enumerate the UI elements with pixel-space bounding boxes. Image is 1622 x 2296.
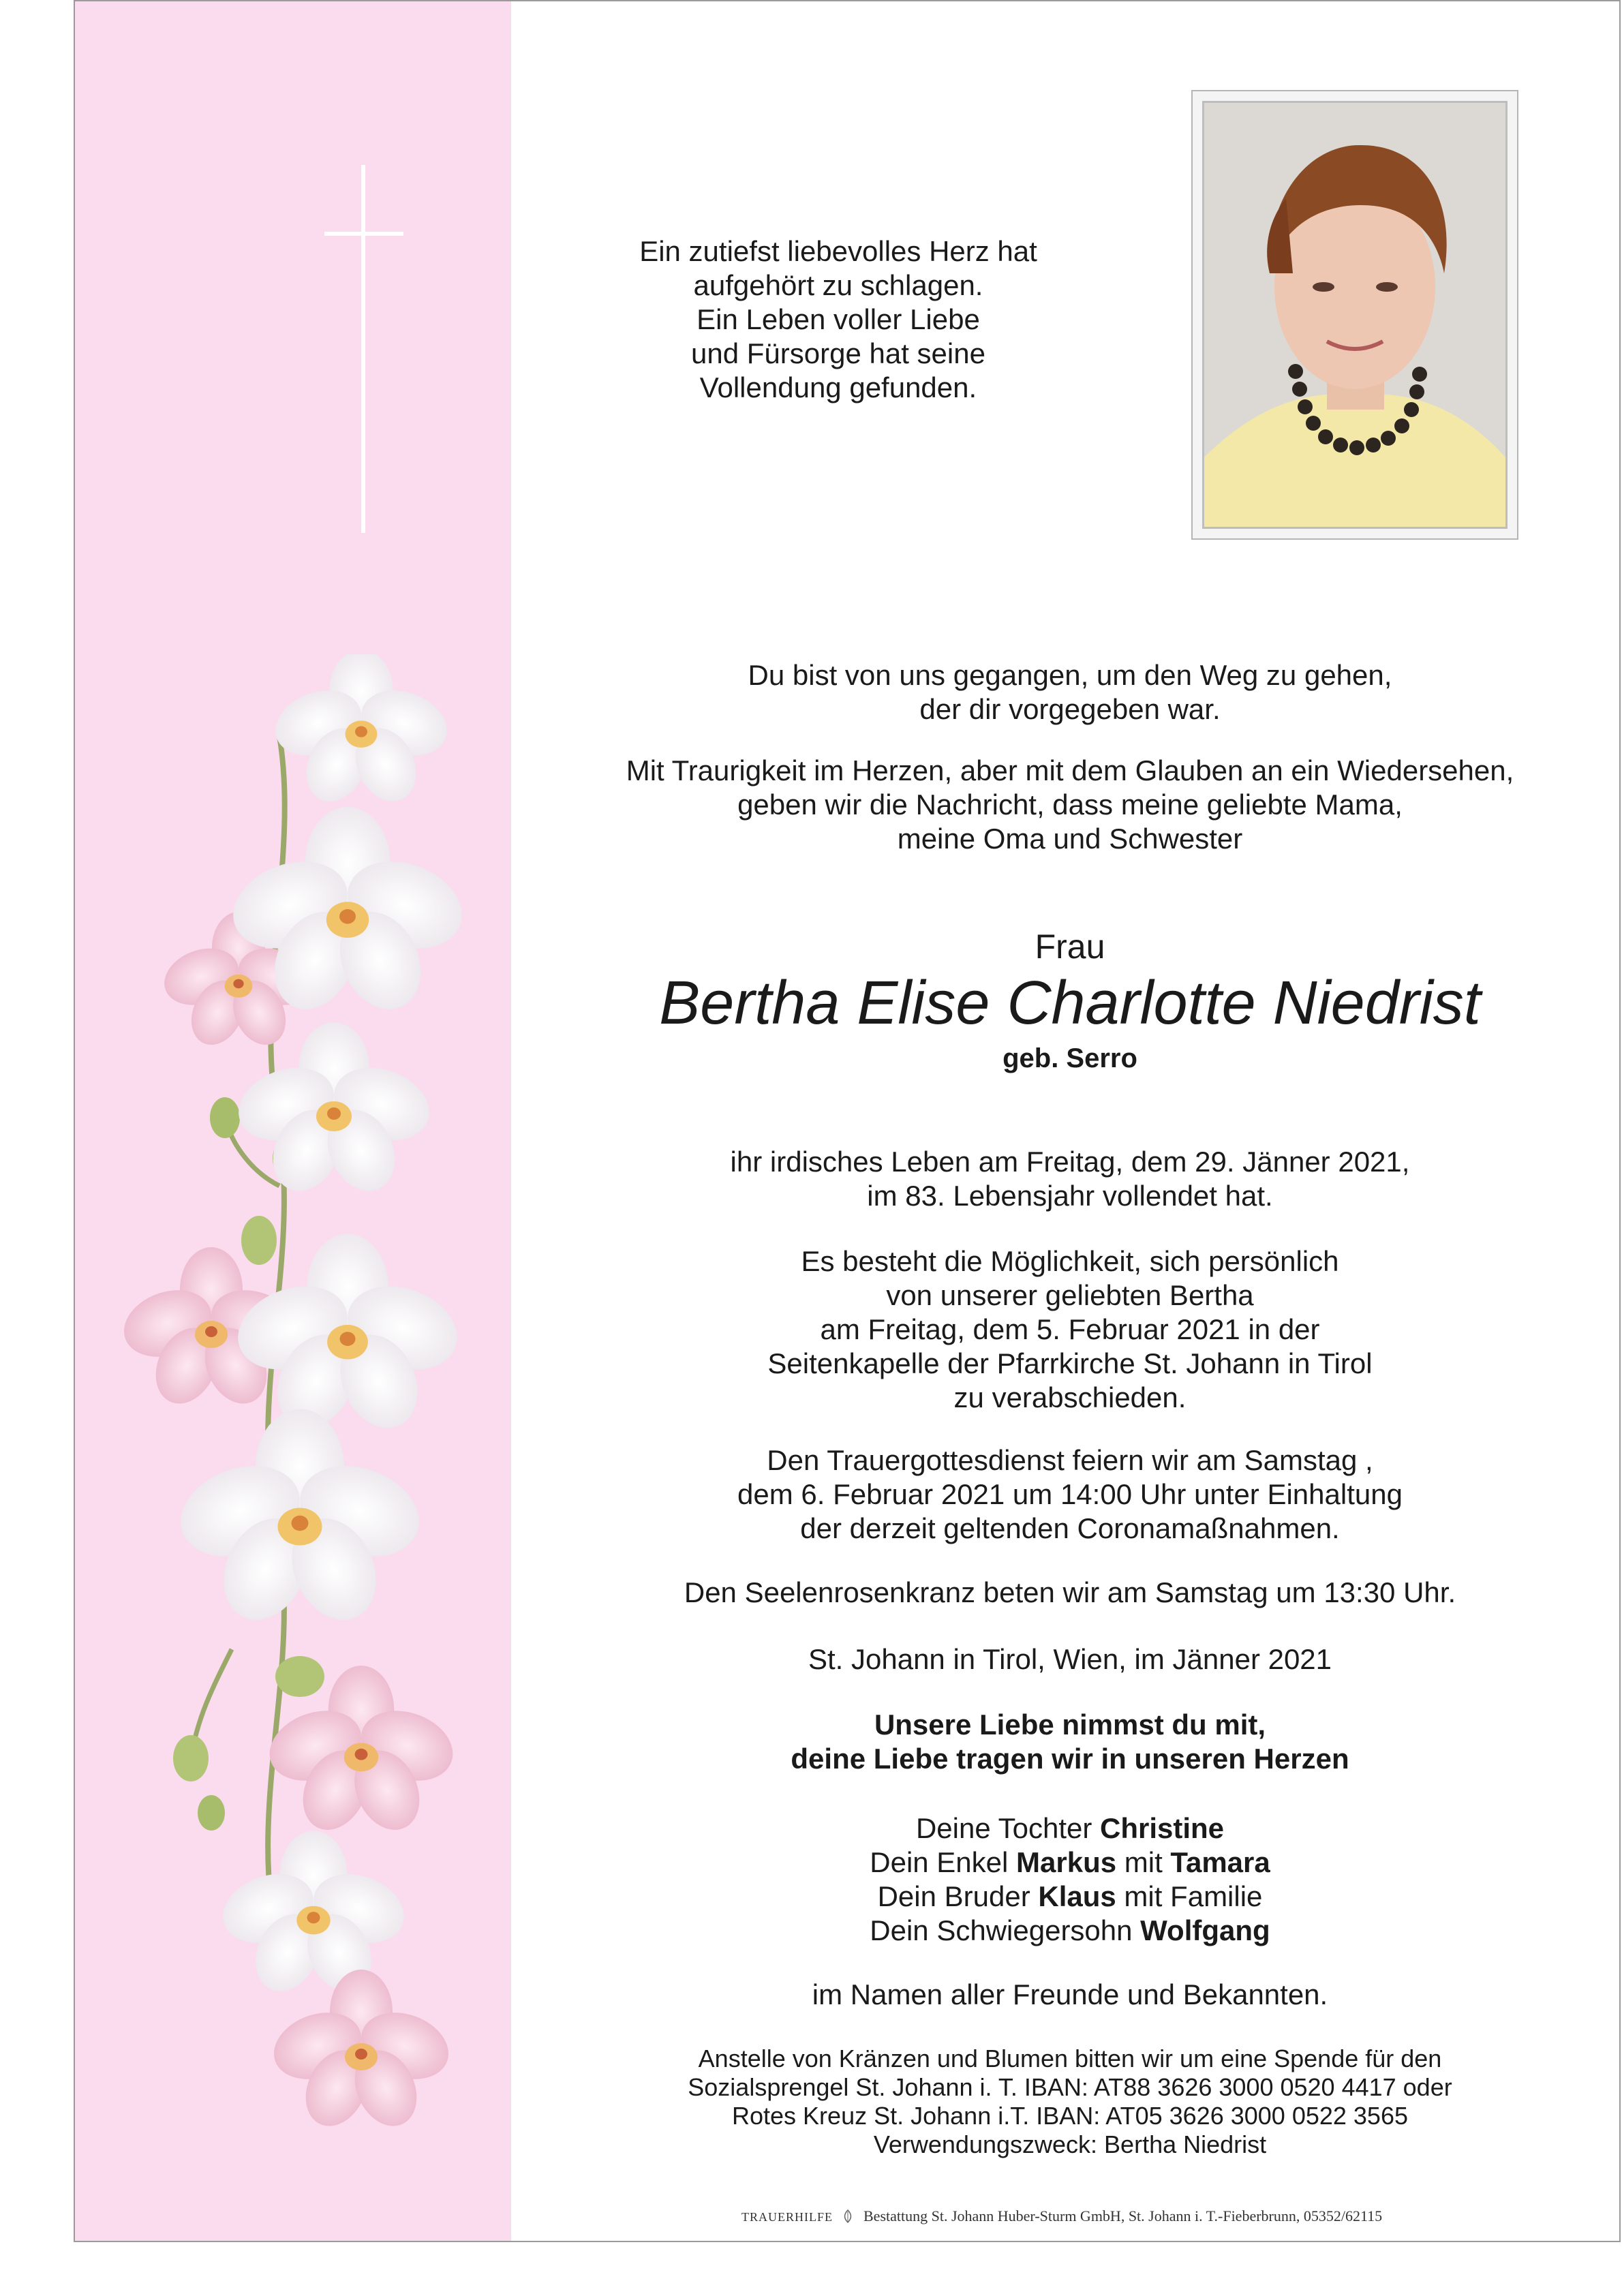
mourners-list [586,1811,1554,1948]
mourner-relation: Dein Enkel [870,1846,1017,1878]
footer-text: Bestattung St. Johann Huber-Sturm GmbH, St. Johann i. T.-Fieberbrunn, 05352/62115 [863,2207,1383,2224]
mourner-connector: mit Familie [1116,1880,1263,1912]
closing-verse-line: Unsere Liebe nimmst du mit, [874,1709,1266,1741]
mourner-relation: Dein Schwiegersohn [870,1914,1141,1946]
donation-line: Sozialsprengel St. Johann i. T. IBAN: AT88 3626 3000 0520 4417 oder [688,2073,1452,2101]
death-date-block [586,1145,1554,1213]
cross-icon-bar [324,232,403,236]
donation-line: Rotes Kreuz St. Johann i.T. IBAN: AT05 3626 3000 0522 3565 [732,2102,1408,2130]
verse-line: Du bist von uns gegangen, um den Weg zu gehen, [748,659,1392,691]
mourner-line [586,1811,1554,1846]
mourner-relation: Deine Tochter [915,1812,1100,1844]
announcement-block [586,754,1554,856]
farewell-line: am Freitag, dem 5. Februar 2021 in der [820,1313,1320,1345]
closing-verse-line: deine Liebe tragen wir in unseren Herzen [791,1743,1349,1775]
announcement-line: meine Oma und Schwester [897,823,1243,855]
announcement-line: geben wir die Nachricht, dass meine geliebte Mama, [737,789,1403,821]
mourner-connector: mit [1116,1846,1171,1878]
closing-verse [586,1708,1554,1776]
mourner-name: Tamara [1170,1846,1270,1878]
donation-line: Anstelle von Kränzen und Blumen bitten wir um eine Spende für den [698,2045,1442,2072]
intro-line: Ein Leben voller Liebe [697,303,980,335]
mourner-name: Klaus [1038,1880,1116,1912]
service-line: dem 6. Februar 2021 um 14:00 Uhr unter Einhaltung [737,1478,1403,1510]
portrait-illustration [1204,103,1505,527]
intro-verse [566,234,1111,405]
cross-icon [361,165,365,533]
mourner-line [586,1914,1554,1948]
mourner-name: Markus [1016,1846,1117,1878]
friends-line: im Namen aller Freunde und Bekannten. [812,1978,1328,2010]
place-date-line: St. Johann in Tirol, Wien, im Jänner 2021 [808,1643,1332,1675]
verse-block [586,658,1554,726]
intro-line: Ein zutiefst liebevolles Herz hat [639,235,1037,267]
service-line: der derzeit geltenden Coronamaßnahmen. [800,1512,1340,1544]
mourner-line [586,1846,1554,1880]
intro-line: aufgehört zu schlagen. [693,269,983,301]
death-date-line: ihr irdisches Leben am Freitag, dem 29. Jänner 2021, [730,1146,1410,1178]
portrait-frame [1191,90,1518,540]
farewell-line: zu verabschieden. [953,1381,1187,1413]
donation-note [586,2045,1554,2159]
farewell-block [586,1244,1554,1415]
intro-line: und Fürsorge hat seine [691,337,985,369]
service-block [586,1443,1554,1546]
footer-brand: TRAUERHILFE [741,2210,833,2224]
undertaker-footer [741,2208,1491,2224]
intro-line: Vollendung gefunden. [699,371,977,403]
mourner-name: Wolfgang [1140,1914,1270,1946]
rosary-line: Den Seelenrosenkranz beten wir am Samstag um 13:30 Uhr. [684,1576,1456,1608]
verse-line: der dir vorgegeben war. [919,693,1221,725]
farewell-line: Seitenkapelle der Pfarrkirche St. Johann in Tirol [767,1347,1373,1379]
mourner-line [586,1880,1554,1914]
death-date-line: im 83. Lebensjahr vollendet hat. [867,1180,1273,1212]
deceased-name: Bertha Elise Charlotte Niedrist [659,969,1481,1037]
mourner-relation: Dein Bruder [877,1880,1039,1912]
maiden-name: geb. Serro [1003,1043,1137,1073]
farewell-line: von unserer geliebten Bertha [886,1279,1254,1311]
service-line: Den Trauergottesdienst feiern wir am Samstag , [767,1444,1373,1476]
announcement-line: Mit Traurigkeit im Herzen, aber mit dem Glauben an ein Wiedersehen, [626,754,1514,786]
portrait-photo [1202,101,1508,529]
mourner-name: Christine [1100,1812,1225,1844]
leaf-icon [841,2209,855,2224]
donation-line: Verwendungszweck: Bertha Niedrist [873,2130,1267,2158]
salutation: Frau [1035,928,1105,966]
farewell-line: Es besteht die Möglichkeit, sich persönlich [801,1245,1339,1277]
orchid-branch-illustration [75,654,511,2154]
